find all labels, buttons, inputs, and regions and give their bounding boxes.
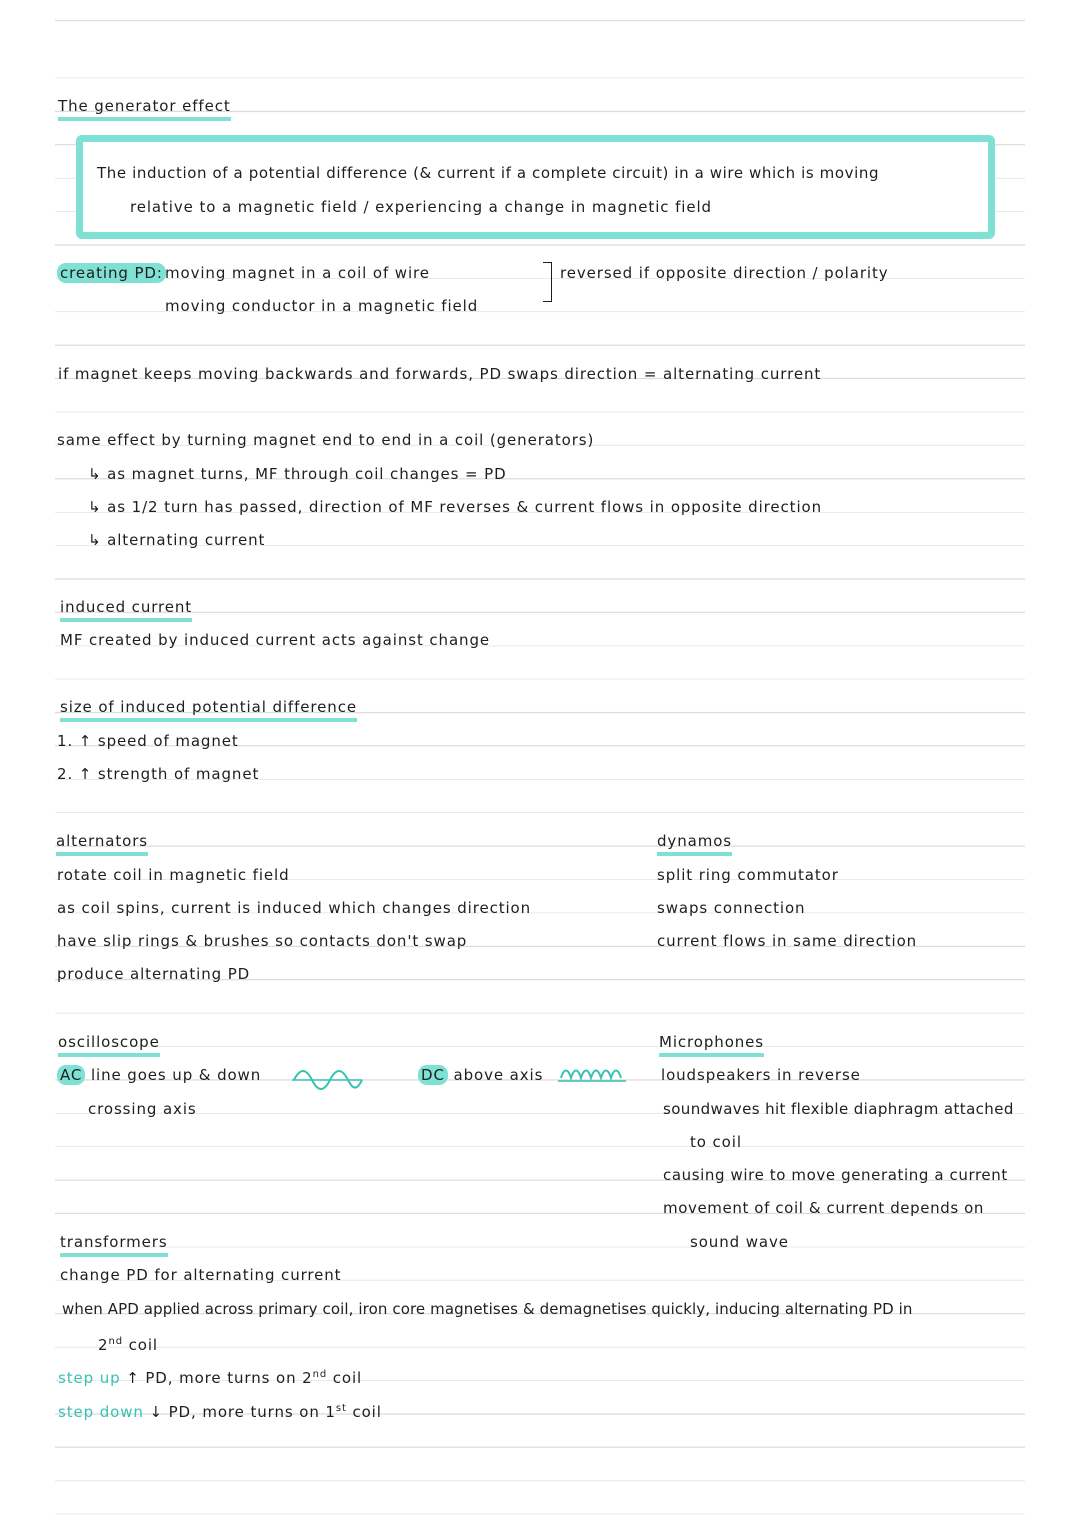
microphones-line-3: to coil	[690, 1133, 742, 1151]
microphones-line-5: movement of coil & current depends on	[663, 1199, 984, 1217]
step-up-line: step up ↑ PD, more turns on 2nd coil	[58, 1369, 363, 1387]
oscilloscope-ac: AC line goes up & down	[57, 1066, 261, 1084]
dc-label: DC	[418, 1065, 448, 1085]
definition-box	[76, 135, 995, 239]
transformers-line-2: when APD applied across primary coil, iron core magnetises & demagnetises quickly, inducing alternating PD in	[62, 1300, 913, 1318]
same-effect-sub-2: ↳ as 1/2 turn has passed, direction of MF reverses & current flows in opposite direction	[88, 498, 823, 516]
creating-pd-label: creating PD:	[57, 264, 166, 282]
same-effect-sub-3: ↳ alternating current	[88, 531, 266, 549]
alternators-line-3: have slip rings & brushes so contacts don't swap	[57, 932, 468, 950]
creating-pd-line-2: moving conductor in a magnetic field	[165, 297, 479, 315]
alternators-line-1: rotate coil in magnetic field	[57, 866, 290, 884]
transformers-line-1: change PD for alternating current	[60, 1266, 342, 1284]
definition-line-2: relative to a magnetic field / experiencing a change in magnetic field	[130, 198, 712, 216]
creating-pd-line-1: moving magnet in a coil of wire	[165, 264, 430, 282]
ac-label: AC	[57, 1065, 85, 1085]
same-effect-sub-1: ↳ as magnet turns, MF through coil changes = PD	[88, 465, 507, 483]
oscilloscope-ac-line-2: crossing axis	[88, 1100, 197, 1118]
alternating-line: if magnet keeps moving backwards and forwards, PD swaps direction = alternating current	[58, 365, 822, 383]
same-effect-line: same effect by turning magnet end to end in a coil (generators)	[57, 431, 595, 449]
alternators-line-4: produce alternating PD	[57, 965, 251, 983]
microphones-line-6: sound wave	[690, 1233, 789, 1251]
microphones-line-1: loudspeakers in reverse	[661, 1066, 861, 1084]
step-up-label: step up	[58, 1369, 121, 1387]
size-item-1: 1. ↑ speed of magnet	[57, 732, 239, 750]
generator-heading: The generator effect	[58, 97, 231, 115]
size-item-2: 2. ↑ strength of magnet	[57, 765, 260, 783]
dc-wave-icon	[558, 1064, 628, 1086]
arrow-icon: ↳	[88, 531, 102, 549]
dynamos-heading: dynamos	[657, 832, 733, 850]
definition-line-1: The induction of a potential difference (& current if a complete circuit) in a wire which is moving	[97, 164, 880, 182]
transformers-line-3: 2nd coil	[98, 1336, 158, 1354]
step-down-label: step down	[58, 1403, 144, 1421]
dynamos-line-3: current flows in same direction	[657, 932, 918, 950]
bracket	[543, 262, 552, 302]
microphones-line-4: causing wire to move generating a current	[663, 1166, 1008, 1184]
step-down-line: step down ↓ PD, more turns on 1st coil	[58, 1403, 382, 1421]
induced-current-line: MF created by induced current acts against change	[60, 631, 491, 649]
microphones-heading: Microphones	[659, 1033, 765, 1051]
arrow-icon: ↳	[88, 465, 102, 483]
oscilloscope-heading: oscilloscope	[58, 1033, 160, 1051]
oscilloscope-dc: DC above axis	[418, 1066, 543, 1084]
size-heading: size of induced potential difference	[60, 698, 357, 716]
induced-current-heading: induced current	[60, 598, 193, 616]
alternators-line-2: as coil spins, current is induced which changes direction	[57, 899, 532, 917]
transformers-heading: transformers	[60, 1233, 168, 1251]
creating-pd-note: reversed if opposite direction / polarity	[560, 264, 889, 282]
alternators-heading: alternators	[56, 832, 149, 850]
dynamos-line-1: split ring commutator	[657, 866, 839, 884]
ac-wave-icon	[292, 1066, 364, 1090]
dynamos-line-2: swaps connection	[657, 899, 806, 917]
microphones-line-2: soundwaves hit flexible diaphragm attached	[663, 1100, 1014, 1118]
arrow-icon: ↳	[88, 498, 102, 516]
